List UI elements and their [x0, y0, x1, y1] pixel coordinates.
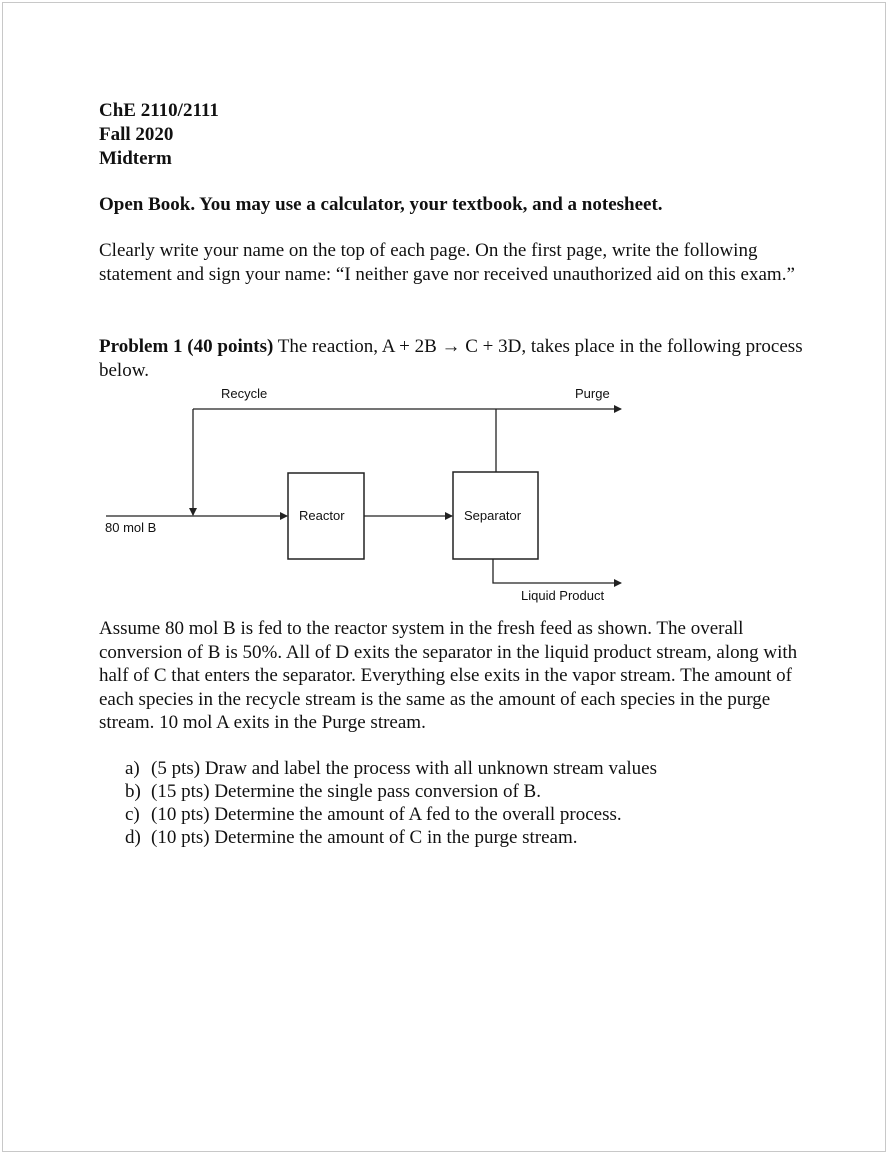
term-label: Fall 2020	[99, 124, 174, 145]
purge-label: Purge	[575, 386, 610, 401]
question-list	[125, 757, 657, 849]
question-item	[125, 803, 657, 826]
course-title: ChE 2110/2111	[99, 100, 219, 121]
open-book-instructions: Open Book. You may use a calculator, your textbook, and a notesheet.	[99, 194, 663, 215]
question-text: (10 pts) Determine the amount of A fed to the overall process.	[151, 804, 622, 825]
process-flow-diagram	[3, 3, 887, 1153]
reactor-label: Reactor	[299, 508, 345, 523]
honor-statement-instructions: Clearly write your name on the top of each page. On the first page, write the following statement and sign your name: “I neither gave nor received unauthorized aid on this exam.”	[99, 240, 795, 285]
question-letter: d)	[125, 827, 141, 848]
problem-1-intro: The reaction, A + 2B → C + 3D, takes place in the following process below.	[99, 336, 803, 381]
liquid-product-label: Liquid Product	[521, 588, 605, 603]
exam-label: Midterm	[99, 148, 172, 169]
feed-label: 80 mol B	[105, 520, 157, 535]
question-text: (5 pts) Draw and label the process with all unknown stream values	[151, 758, 658, 779]
question-item	[125, 780, 657, 803]
question-letter: c)	[125, 804, 140, 825]
problem-1-description: Assume 80 mol B is fed to the reactor system in the fresh feed as shown. The overall conversion of B is 50%. All of D exits the separator in the liquid product stream, along with half of C that enters the separator. Everything else exits in the vapor stream. The amount of each species in the recycle stream is the same as the amount of each species in the purge stream. 10 mol A exits in the Purge stream.	[99, 618, 798, 733]
question-letter: b)	[125, 781, 141, 802]
problem-1-heading: Problem 1 (40 points)	[99, 336, 274, 357]
question-text: (15 pts) Determine the single pass conversion of B.	[151, 781, 541, 802]
separator-label: Separator	[464, 508, 522, 523]
question-item	[125, 757, 657, 780]
question-item	[125, 826, 657, 849]
liquid-product-line	[493, 559, 621, 583]
recycle-label: Recycle	[221, 386, 268, 401]
question-text: (10 pts) Determine the amount of C in the purge stream.	[151, 827, 578, 848]
question-letter: a)	[125, 758, 140, 779]
document-page	[2, 2, 886, 1152]
